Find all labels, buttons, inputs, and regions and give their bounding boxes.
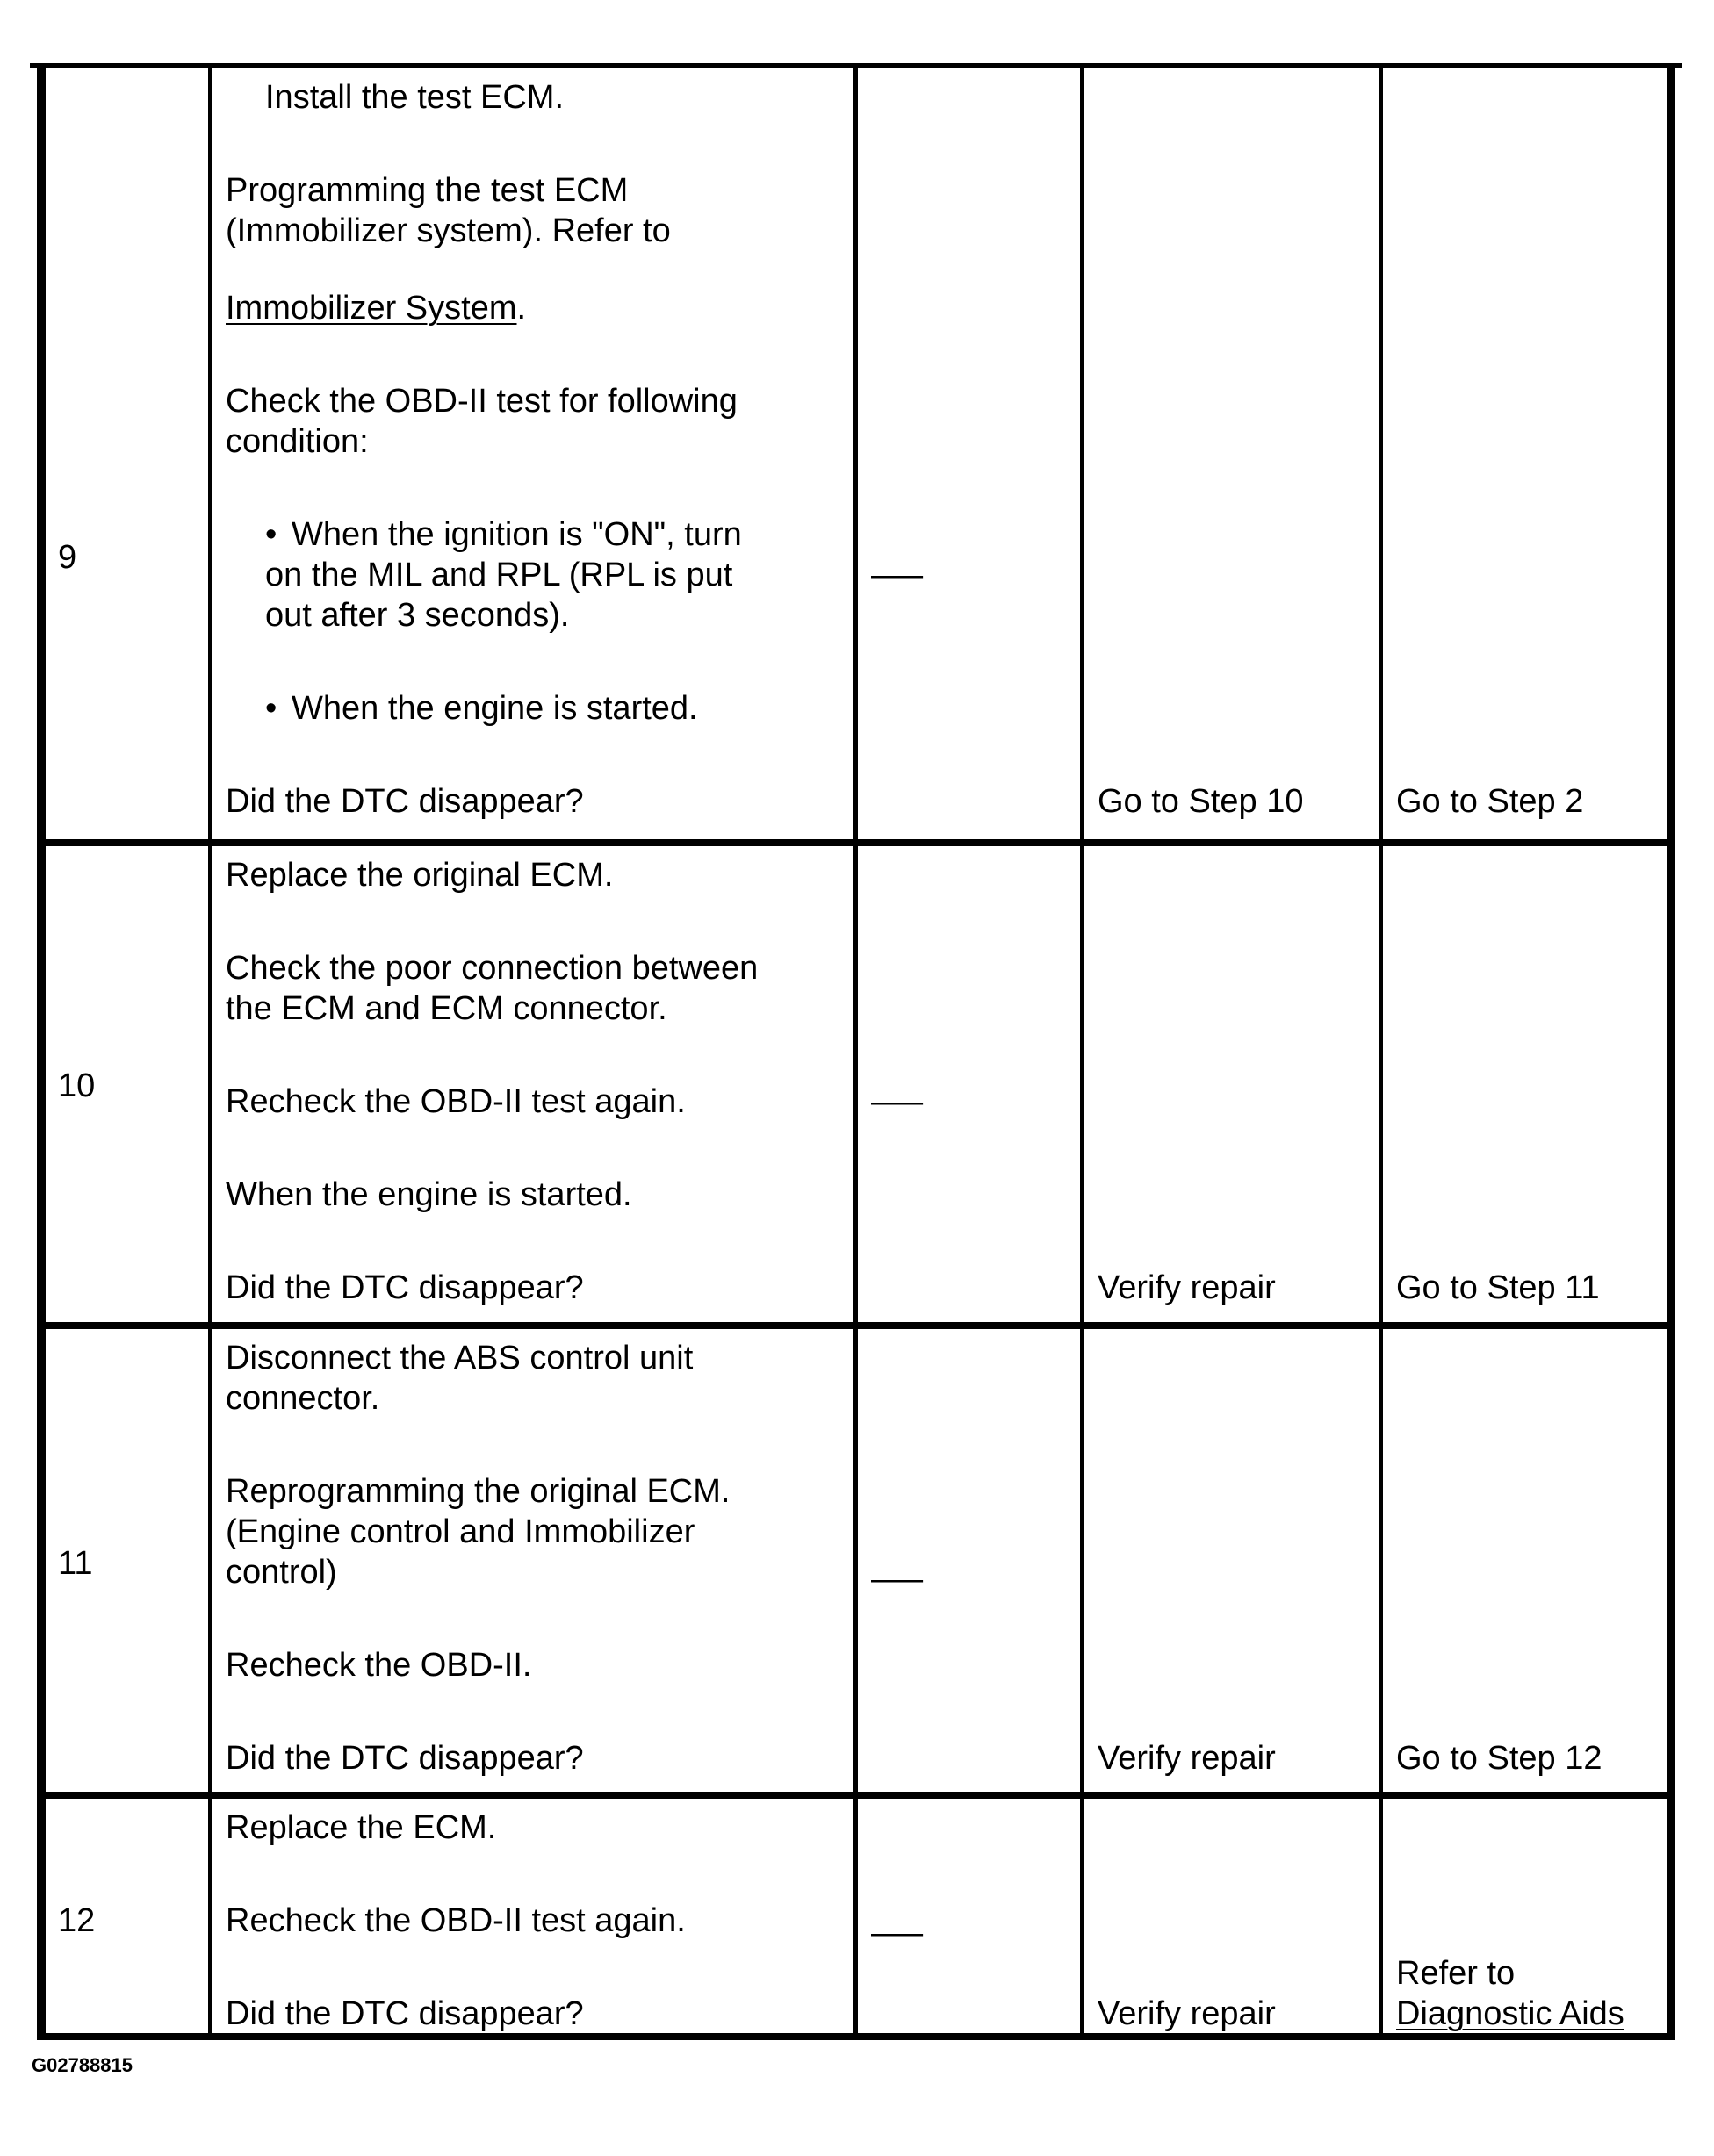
diagnostic-aids-link-text[interactable]: Diagnostic Aids [1396, 1995, 1624, 2032]
action-text: Replace the ECM. [226, 1809, 497, 1846]
step-number: 12 [58, 1902, 96, 1939]
table-row-step-11 [46, 1322, 1667, 1792]
column-divider [208, 1799, 212, 2033]
table-row-step-10 [46, 839, 1667, 1322]
action-text: (Engine control and Immobilizer [226, 1513, 695, 1550]
bullet-text-cont: on the MIL and RPL (RPL is put [265, 557, 733, 593]
action-text: Check the OBD-II test for following [226, 383, 738, 420]
immobilizer-system-link[interactable]: Immobilizer System [226, 290, 517, 327]
column-divider [1379, 846, 1383, 1322]
immobilizer-reference [226, 288, 526, 328]
action-text: Replace the original ECM. [226, 857, 614, 894]
column-divider [208, 846, 212, 1322]
value-placeholder: —– [871, 1561, 924, 1598]
bullet-text-cont: out after 3 seconds). [265, 597, 570, 634]
step-number: 10 [58, 1067, 96, 1104]
yes-result: Verify repair [1098, 1269, 1276, 1306]
bullet-icon: • [265, 690, 277, 727]
question-text: Did the DTC disappear? [226, 1995, 584, 2032]
step-number: 11 [58, 1545, 93, 1582]
action-text: Reprogramming the original ECM. [226, 1473, 731, 1510]
column-divider [1080, 1799, 1084, 2033]
column-divider [1080, 1329, 1084, 1792]
yes-result: Verify repair [1098, 1740, 1276, 1777]
action-text: Programming the test ECM [226, 172, 629, 209]
action-text: Recheck the OBD-II. [226, 1647, 532, 1684]
bullet-item [265, 514, 742, 555]
column-divider [208, 67, 212, 839]
question-text: Did the DTC disappear? [226, 1740, 584, 1777]
question-text: Did the DTC disappear? [226, 1269, 584, 1306]
diagnostic-table [37, 67, 1675, 2040]
column-divider [853, 1799, 858, 2033]
bullet-icon: • [265, 516, 277, 553]
action-text: Install the test ECM. [265, 79, 565, 116]
diagnostic-aids-link[interactable] [1396, 1994, 1624, 2034]
table-row-step-12 [46, 1792, 1667, 2033]
bullet-item [265, 688, 698, 729]
column-divider [1379, 1329, 1383, 1792]
yes-result: Go to Step 10 [1098, 783, 1304, 820]
action-text: condition: [226, 423, 369, 460]
action-text: Recheck the OBD-II test again. [226, 1083, 686, 1120]
value-placeholder: —– [871, 1915, 924, 1951]
action-text: (Immobilizer system). Refer to [226, 212, 671, 249]
table-row-step-9 [46, 67, 1667, 839]
column-divider [208, 1329, 212, 1792]
action-text: Disconnect the ABS control unit [226, 1340, 694, 1376]
value-placeholder: —– [871, 1083, 924, 1120]
action-text: When the engine is started. [226, 1176, 632, 1213]
question-text: Did the DTC disappear? [226, 783, 584, 820]
column-divider [853, 846, 858, 1322]
action-text: the ECM and ECM connector. [226, 990, 667, 1027]
column-divider [853, 67, 858, 839]
column-divider [853, 1329, 858, 1792]
bullet-text: When the engine is started. [292, 690, 698, 727]
no-result: Go to Step 11 [1396, 1269, 1600, 1306]
column-divider [1080, 67, 1084, 839]
no-result: Go to Step 12 [1396, 1740, 1602, 1777]
bullet-text: When the ignition is "ON", turn [292, 516, 742, 553]
action-text: connector. [226, 1380, 380, 1417]
yes-result: Verify repair [1098, 1995, 1276, 2032]
link-suffix: . [516, 290, 527, 327]
no-result: Refer to [1396, 1955, 1516, 1992]
action-text: Check the poor connection between [226, 950, 759, 987]
column-divider [1379, 67, 1383, 839]
no-result: Go to Step 2 [1396, 783, 1584, 820]
action-text: Recheck the OBD-II test again. [226, 1902, 686, 1939]
action-text: control) [226, 1554, 337, 1591]
column-divider [1379, 1799, 1383, 2033]
step-number: 9 [58, 539, 77, 576]
figure-id: G02788815 [32, 2054, 133, 2076]
value-placeholder: —– [871, 557, 924, 593]
column-divider [1080, 846, 1084, 1322]
